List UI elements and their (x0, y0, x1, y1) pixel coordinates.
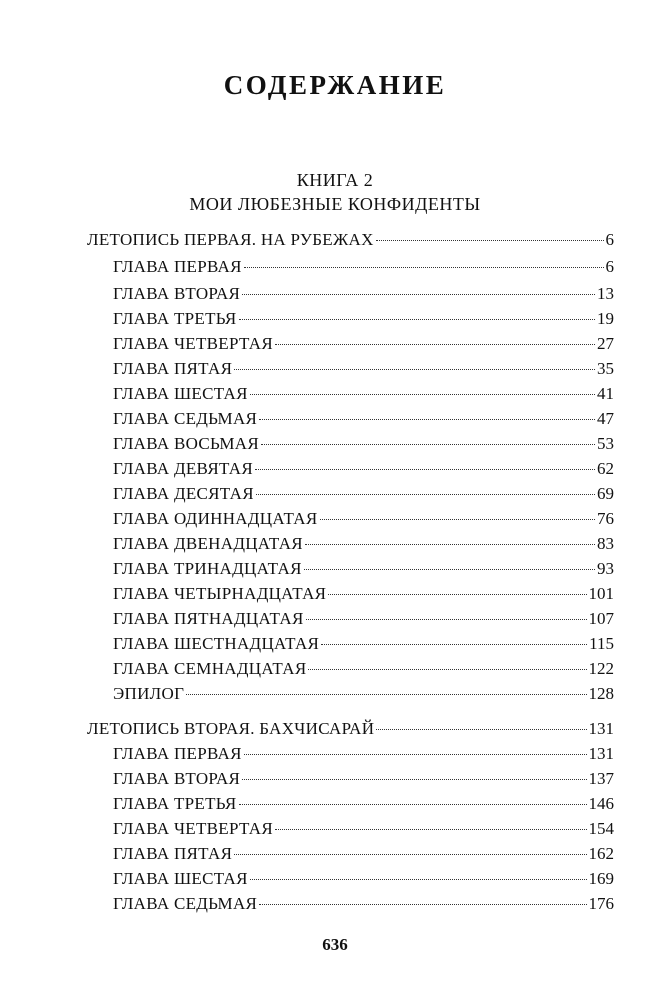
toc-entry-page: 101 (588, 584, 614, 603)
dot-leader (304, 569, 595, 570)
toc-chapter-row[interactable] (113, 533, 614, 555)
toc-entry-label: ГЛАВА ШЕСТАЯ (113, 869, 248, 888)
toc-chapter-row[interactable] (113, 508, 614, 530)
toc-chapter-row[interactable] (113, 256, 614, 278)
toc-chapter-row[interactable] (113, 583, 614, 605)
dot-leader (320, 519, 596, 520)
toc-section-row[interactable] (87, 718, 614, 740)
toc-chapter-row[interactable] (113, 358, 614, 380)
toc-entry-label: ГЛАВА ШЕСТНАДЦАТАЯ (113, 634, 320, 653)
toc-entry-label: ГЛАВА ДВЕНАДЦАТАЯ (113, 534, 303, 553)
toc-chapter-row[interactable] (113, 558, 614, 580)
toc-chapter-row[interactable] (113, 608, 614, 630)
toc-entry-page: 131 (588, 719, 614, 738)
dot-leader (275, 829, 586, 830)
toc-entry-label: ГЛАВА ШЕСТАЯ (113, 384, 248, 403)
toc-entry-label: ГЛАВА ТРЕТЬЯ (113, 794, 237, 813)
toc-entry-page: 6 (605, 230, 614, 249)
toc-chapter-row[interactable] (113, 743, 614, 765)
toc-chapter-row[interactable] (113, 818, 614, 840)
toc-entry-page: 76 (597, 509, 614, 528)
toc-entry-label: ГЛАВА ВТОРАЯ (113, 769, 241, 788)
toc-entry-page: 47 (597, 409, 614, 428)
toc-chapter-row[interactable] (113, 283, 614, 305)
dot-leader (275, 344, 595, 345)
toc-entry-label: ЛЕТОПИСЬ ВТОРАЯ. БАХЧИСАРАЙ (87, 719, 375, 738)
dot-leader (256, 494, 595, 495)
toc-chapter-row[interactable] (113, 408, 614, 430)
dot-leader (250, 394, 595, 395)
toc-section-row[interactable] (87, 229, 614, 251)
toc-entry-label: ГЛАВА ПЯТАЯ (113, 844, 233, 863)
toc-entry-label: ГЛАВА ДЕВЯТАЯ (113, 459, 254, 478)
toc-entry-page: 169 (588, 869, 614, 888)
toc-entry-page: 176 (588, 894, 614, 913)
dot-leader (308, 669, 586, 670)
toc-entry-page: 41 (597, 384, 614, 403)
toc-entry-label: ЛЕТОПИСЬ ПЕРВАЯ. НА РУБЕЖАХ (87, 230, 374, 249)
toc-entry-page: 146 (588, 794, 614, 813)
toc-entry-page: 69 (597, 484, 614, 503)
toc-chapter-row[interactable] (113, 333, 614, 355)
toc-entry-page: 131 (588, 744, 614, 763)
toc-entry-label: ГЛАВА СЕДЬМАЯ (113, 409, 258, 428)
dot-leader (242, 779, 586, 780)
toc-entry-label: ГЛАВА ПЕРВАЯ (113, 744, 242, 763)
dot-leader (239, 804, 587, 805)
toc-entry-page: 154 (588, 819, 614, 838)
toc-chapter-row[interactable] (113, 433, 614, 455)
dot-leader (255, 469, 595, 470)
toc-entry-label: ГЛАВА ПЯТНАДЦАТАЯ (113, 609, 304, 628)
dot-leader (244, 754, 587, 755)
toc-entry-label: ГЛАВА ВОСЬМАЯ (113, 434, 260, 453)
toc-entry-label: ГЛАВА ВТОРАЯ (113, 284, 241, 303)
toc-entry-label: ГЛАВА СЕДЬМАЯ (113, 894, 258, 913)
toc-entry-label: ГЛАВА ОДИННАДЦАТАЯ (113, 509, 318, 528)
toc-entry-label: ГЛАВА ПЯТАЯ (113, 359, 233, 378)
toc-chapter-row[interactable] (113, 308, 614, 330)
dot-leader (376, 729, 586, 730)
toc-epilogue-row[interactable] (113, 683, 614, 705)
toc-entry-page: 115 (589, 634, 614, 653)
toc-chapter-row[interactable] (113, 768, 614, 790)
toc-entry-label: ГЛАВА ПЕРВАЯ (113, 257, 242, 276)
dot-leader (259, 904, 586, 905)
toc-entry-page: 137 (588, 769, 614, 788)
dot-leader (250, 879, 587, 880)
dot-leader (321, 644, 587, 645)
toc-chapter-row[interactable] (113, 458, 614, 480)
dot-leader (234, 854, 586, 855)
toc-entry-page: 53 (597, 434, 614, 453)
toc-entry-page: 107 (588, 609, 614, 628)
toc-chapter-row[interactable] (113, 843, 614, 865)
book-label: КНИГА 2 (296, 170, 374, 190)
toc-entry-label: ГЛАВА ДЕСЯТАЯ (113, 484, 254, 503)
toc-entry-label: ГЛАВА СЕМНАДЦАТАЯ (113, 659, 307, 678)
toc-entry-page: 19 (597, 309, 614, 328)
toc-entry-label: ГЛАВА ТРИНАДЦАТАЯ (113, 559, 302, 578)
toc-entry-label: ГЛАВА ЧЕТВЕРТАЯ (113, 334, 274, 353)
toc-entry-page: 93 (597, 559, 614, 578)
dot-leader (259, 419, 595, 420)
toc-chapter-row[interactable] (113, 893, 614, 915)
dot-leader (261, 444, 595, 445)
toc-entry-page: 6 (605, 257, 614, 276)
dot-leader (186, 694, 586, 695)
dot-leader (328, 594, 586, 595)
page-title: СОДЕРЖАНИЕ (223, 70, 447, 100)
toc-entry-page: 13 (597, 284, 614, 303)
toc-chapter-row[interactable] (113, 483, 614, 505)
dot-leader (234, 369, 595, 370)
book-subtitle: МОИ ЛЮБЕЗНЫЕ КОНФИДЕНТЫ (189, 194, 481, 214)
toc-entry-page: 83 (597, 534, 614, 553)
toc-chapter-row[interactable] (113, 868, 614, 890)
toc-chapter-row[interactable] (113, 633, 614, 655)
toc-entry-page: 122 (588, 659, 614, 678)
toc-entry-page: 35 (597, 359, 614, 378)
toc-entry-page: 62 (597, 459, 614, 478)
toc-entry-page: 27 (597, 334, 614, 353)
toc-chapter-row[interactable] (113, 793, 614, 815)
page-number: 636 (322, 935, 348, 954)
toc-entry-label: ГЛАВА ЧЕТЫРНАДЦАТАЯ (113, 584, 327, 603)
toc-entry-label: ГЛАВА ТРЕТЬЯ (113, 309, 237, 328)
dot-leader (376, 240, 604, 241)
dot-leader (239, 319, 595, 320)
toc-chapter-row[interactable] (113, 658, 614, 680)
dot-leader (306, 619, 587, 620)
toc-entry-page: 162 (588, 844, 614, 863)
dot-leader (242, 294, 595, 295)
toc-entry-label: ЭПИЛОГ (113, 684, 185, 703)
dot-leader (305, 544, 595, 545)
toc-entry-label: ГЛАВА ЧЕТВЕРТАЯ (113, 819, 274, 838)
toc-chapter-row[interactable] (113, 383, 614, 405)
dot-leader (244, 267, 604, 268)
toc-entry-page: 128 (588, 684, 614, 703)
